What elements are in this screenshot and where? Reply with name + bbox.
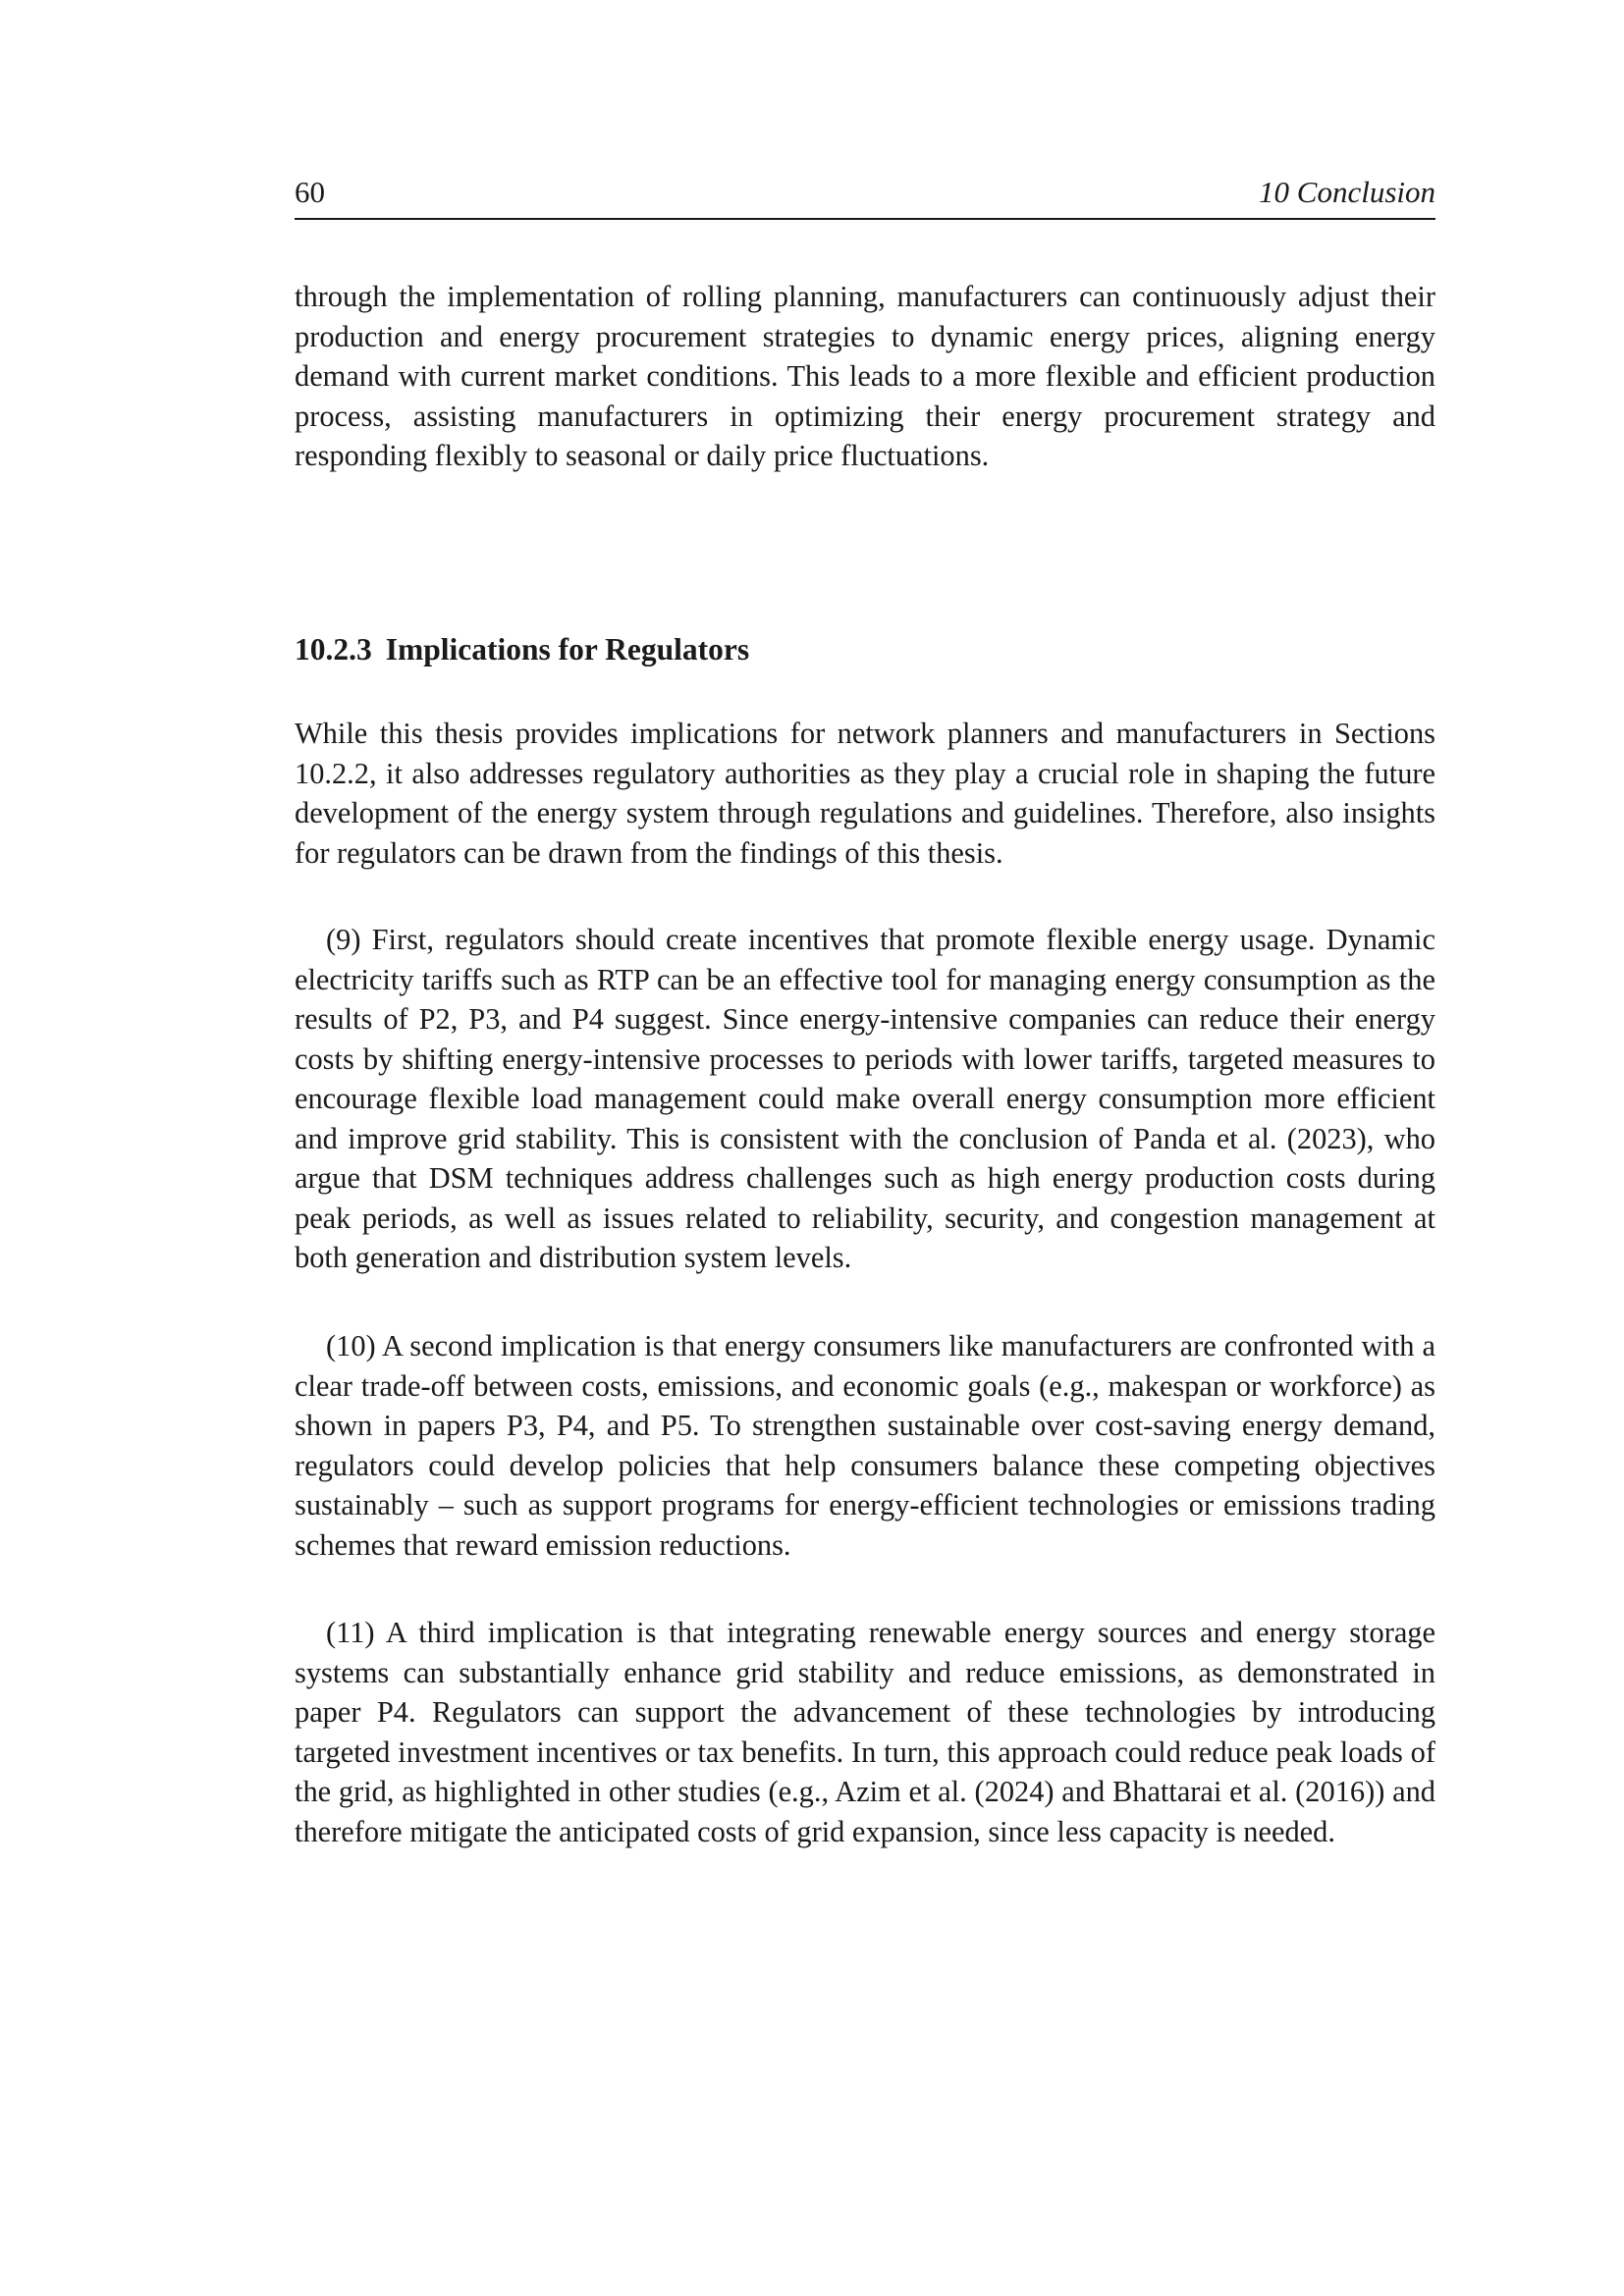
section-title: Implications for Regulators bbox=[385, 632, 750, 667]
paragraph-implication-11: (11) A third implication is that integrating renewable energy sources and energy storage systems can substantially enhance grid stability and reduce emissions, as demonstrated in paper P4. Regulators can support the advancement of these technologies by introducing targeted investment incentives or tax benefits. In turn, this approach could reduce peak loads of the grid, as highlighted in other studies (e.g., Azim et al. (2024) and Bhattarai et al. (2016)) and therefore mitigate the anticipated costs of grid expansion, since less capacity is needed. bbox=[295, 1616, 1435, 1848]
section-heading bbox=[295, 630, 749, 669]
running-header bbox=[295, 175, 1435, 220]
paragraph-implication-10: (10) A second implication is that energy consumers like manufacturers are confronted with a clear trade-off between costs, emissions, and economic goals (e.g., makespan or workforce) as shown in papers P3, P4, and P5. To strengthen sustainable over cost-saving energy demand, regulators could develop policies that help consumers balance these competing objectives sustainably – such as support programs for energy-efficient technologies or emissions trading schemes that reward emission reductions. bbox=[295, 1329, 1435, 1562]
section-number: 10.2.3 bbox=[295, 632, 372, 667]
paragraph-implication-9: (9) First, regulators should create incentives that promote flexible energy usage. Dynamic electricity tariffs such as RTP can be an effective tool for managing energy consumption as the results of P2, P3, and P4 suggest. Since energy-intensive companies can reduce their energy costs by shifting energy-intensive processes to periods with lower tariffs, targeted measures to encourage flexible load management could make overall energy consumption more efficient and improve grid stability. This is consistent with the conclusion of Panda et al. (2023), who argue that DSM techniques address challenges such as high energy production costs during peak periods, as well as issues related to reliability, security, and congestion management at both generation and distribution system levels. bbox=[295, 923, 1435, 1274]
chapter-title: 10 Conclusion bbox=[1259, 175, 1435, 209]
document-page bbox=[295, 0, 1435, 2296]
page-number: 60 bbox=[295, 175, 325, 209]
paragraph-continuation: through the implementation of rolling planning, manufacturers can continuously adjust their production and energy procurement strategies to dynamic energy prices, aligning energy demand with current market conditions. This leads to a more flexible and efficient production process, assisting manufacturers in optimizing their energy procurement strategy and responding flexibly to seasonal or daily price fluctuations. bbox=[295, 280, 1435, 472]
paragraph-intro: While this thesis provides implications for network planners and manufacturers in Sections 10.2.2, it also addresses regulatory authorities as they play a crucial role in shaping the future development of the energy system through regulations and guidelines. Therefore, also insights for regulators can be drawn from the findings of this thesis. bbox=[295, 717, 1435, 870]
